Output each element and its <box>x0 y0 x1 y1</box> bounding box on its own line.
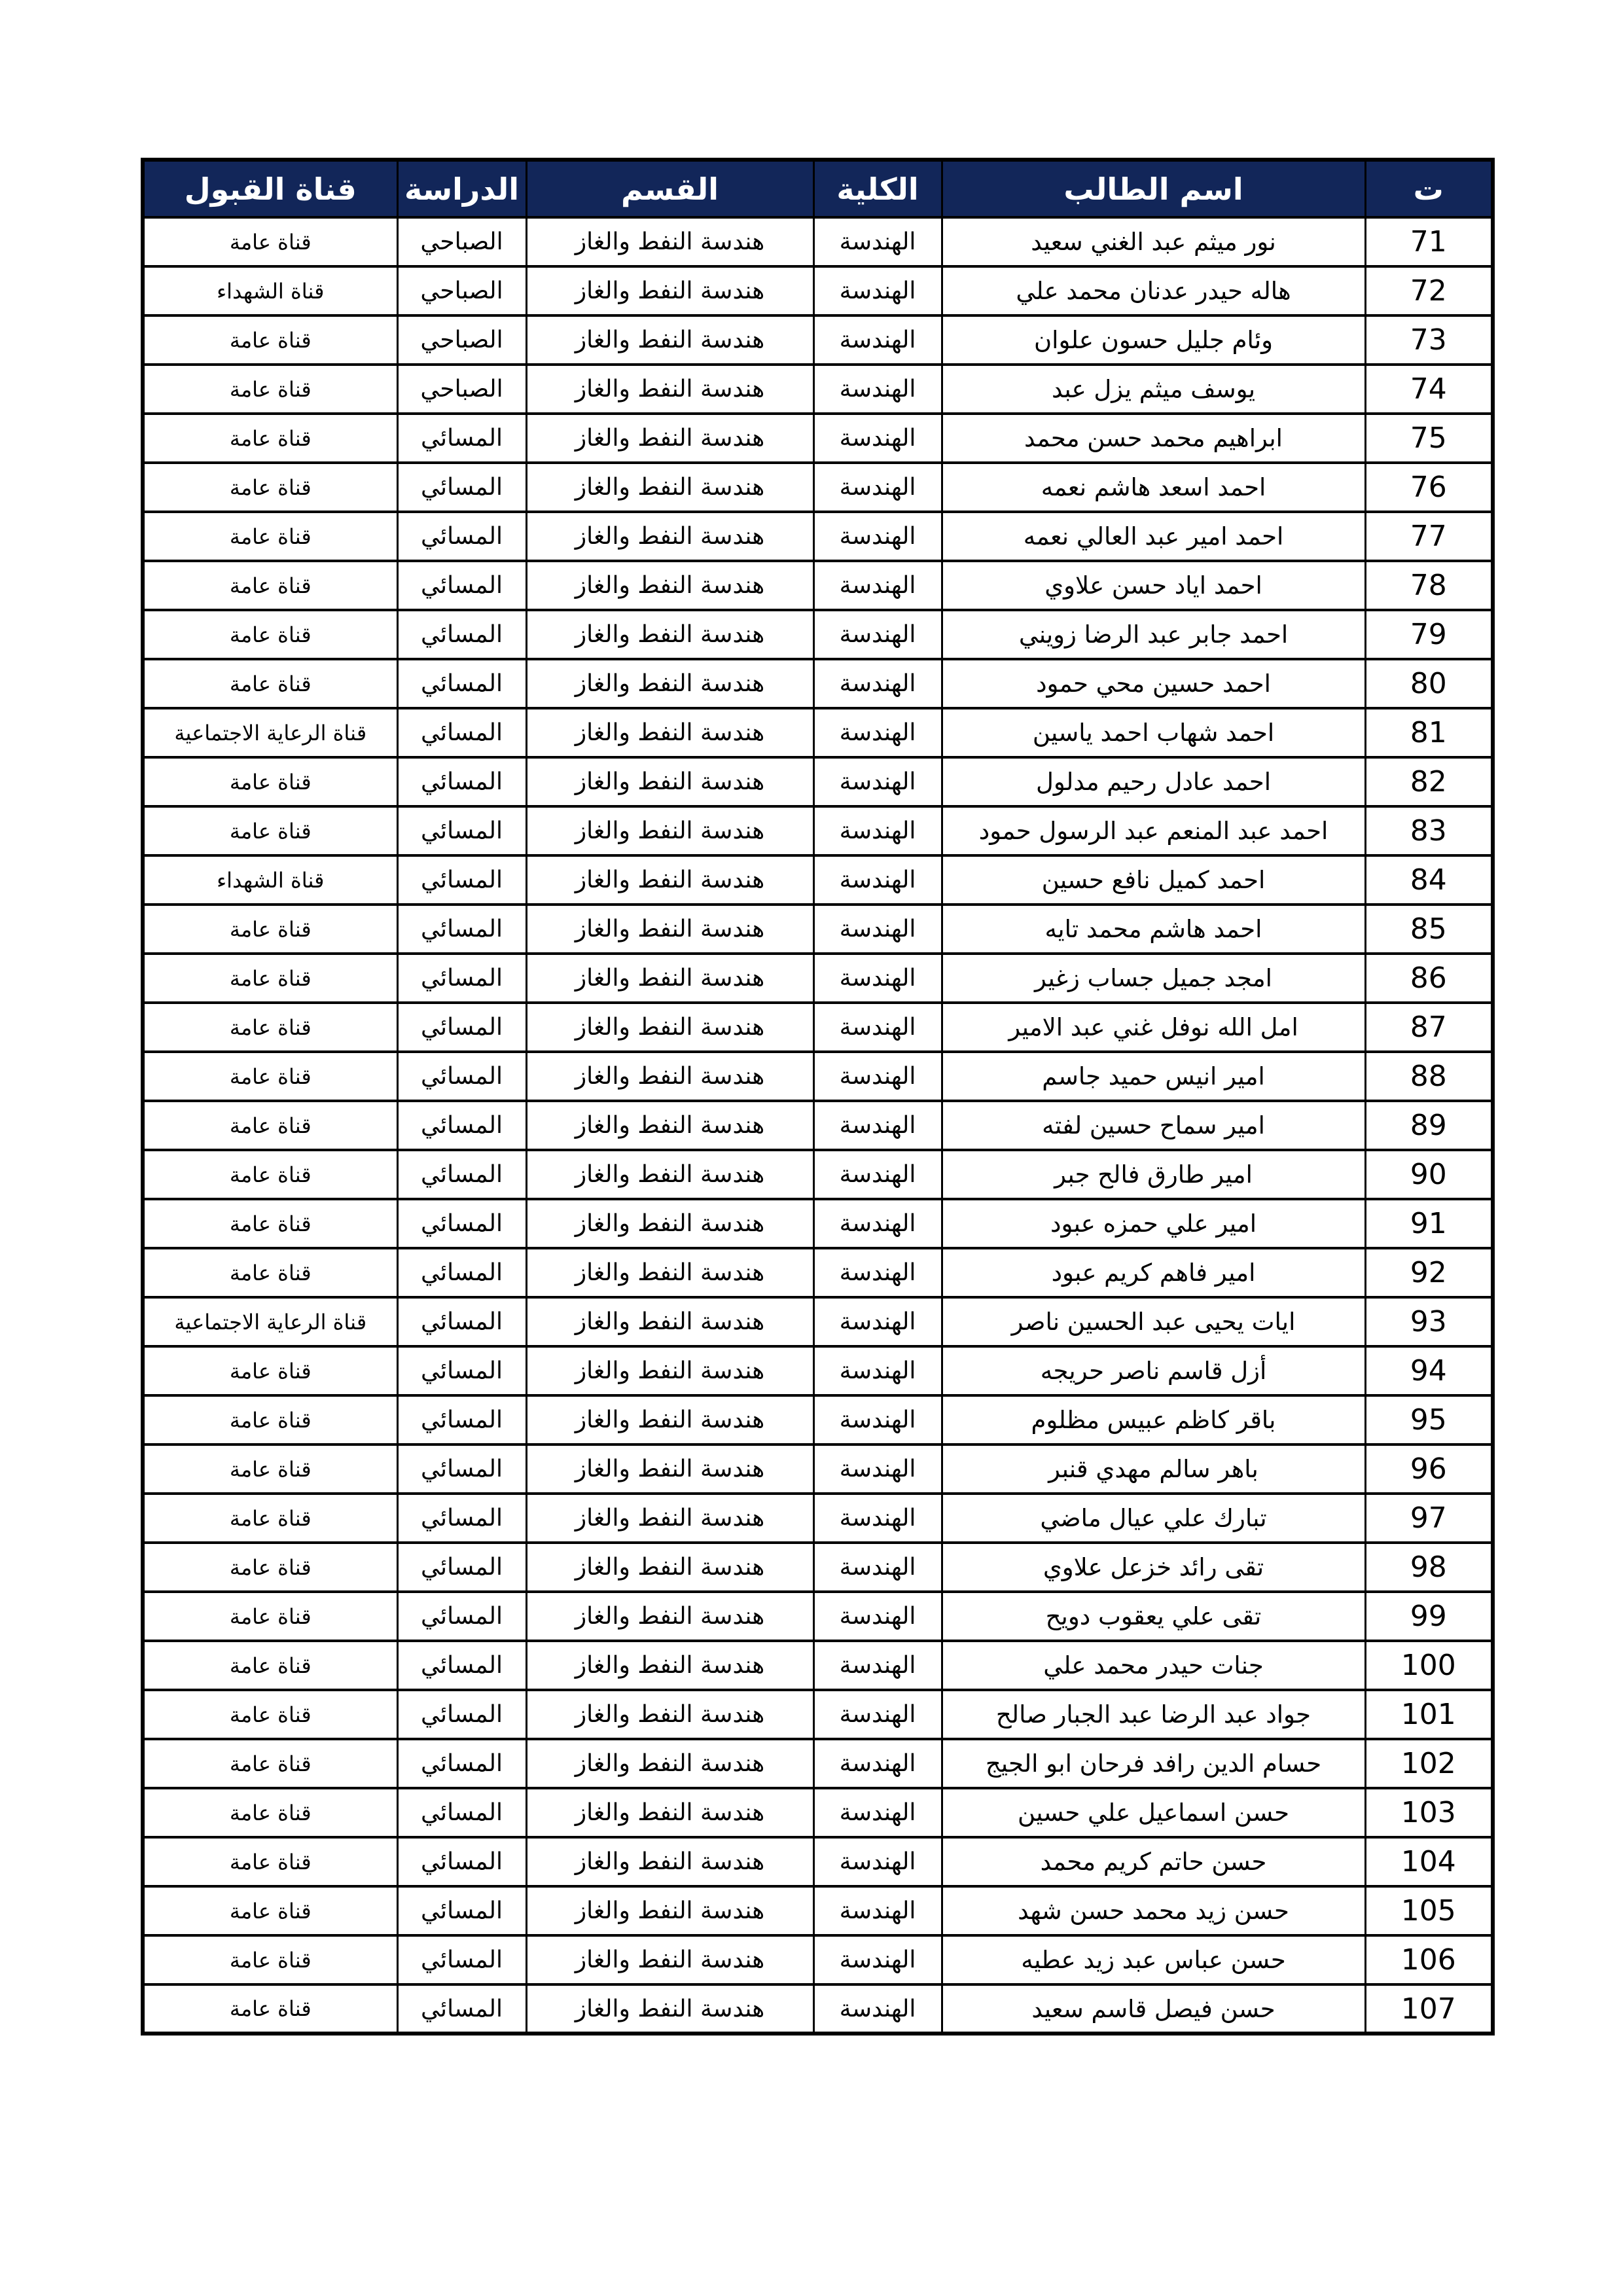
cell-student-name: حسن عباس عبد زيد عطيه <box>942 1935 1365 1984</box>
cell-college: الهندسة <box>813 561 942 610</box>
table-row <box>143 1935 1493 1984</box>
cell-admission-channel: قناة عامة <box>143 1003 397 1052</box>
cell-department: هندسة النفط والغاز <box>526 905 813 954</box>
cell-college: الهندسة <box>813 1739 942 1788</box>
table-row <box>143 757 1493 806</box>
cell-college: الهندسة <box>813 1837 942 1886</box>
cell-study-type: المسائي <box>397 1052 526 1101</box>
cell-student-name: احمد امير عبد العالي نعمه <box>942 512 1365 561</box>
cell-college: الهندسة <box>813 1199 942 1248</box>
table-row <box>143 1101 1493 1150</box>
cell-student-name: ايات يحيى عبد الحسين ناصر <box>942 1297 1365 1346</box>
cell-department: هندسة النفط والغاز <box>526 708 813 757</box>
cell-department: هندسة النفط والغاز <box>526 659 813 708</box>
cell-serial: 88 <box>1365 1052 1493 1101</box>
cell-department: هندسة النفط والغاز <box>526 1346 813 1395</box>
cell-serial: 73 <box>1365 315 1493 365</box>
cell-student-name: جنات حيدر محمد علي <box>942 1641 1365 1690</box>
cell-admission-channel: قناة عامة <box>143 905 397 954</box>
cell-department: هندسة النفط والغاز <box>526 806 813 855</box>
cell-serial: 98 <box>1365 1543 1493 1592</box>
table-row <box>143 1788 1493 1837</box>
cell-department: هندسة النفط والغاز <box>526 954 813 1003</box>
cell-student-name: جواد عبد الرضا عبد الجبار صالح <box>942 1690 1365 1739</box>
header-student-name: اسم الطالب <box>942 160 1365 217</box>
cell-study-type: المسائي <box>397 1543 526 1592</box>
cell-college: الهندسة <box>813 1052 942 1101</box>
cell-admission-channel: قناة عامة <box>143 1739 397 1788</box>
cell-admission-channel: قناة عامة <box>143 315 397 365</box>
table-row <box>143 1297 1493 1346</box>
cell-student-name: احمد كميل نافع حسين <box>942 855 1365 905</box>
cell-student-name: هاله حيدر عدنان محمد علي <box>942 266 1365 315</box>
cell-college: الهندسة <box>813 414 942 463</box>
cell-college: الهندسة <box>813 1248 942 1297</box>
cell-study-type: الصباحي <box>397 217 526 266</box>
cell-serial: 80 <box>1365 659 1493 708</box>
cell-admission-channel: قناة الرعاية الاجتماعية <box>143 708 397 757</box>
header-department: القسم <box>526 160 813 217</box>
cell-student-name: ابراهيم محمد حسن محمد <box>942 414 1365 463</box>
cell-admission-channel: قناة الشهداء <box>143 266 397 315</box>
cell-serial: 72 <box>1365 266 1493 315</box>
header-row <box>143 160 1493 217</box>
cell-department: هندسة النفط والغاز <box>526 1935 813 1984</box>
cell-college: الهندسة <box>813 315 942 365</box>
cell-student-name: امير سماح حسين لفته <box>942 1101 1365 1150</box>
cell-admission-channel: قناة عامة <box>143 1984 397 2034</box>
cell-serial: 95 <box>1365 1395 1493 1444</box>
cell-serial: 74 <box>1365 365 1493 414</box>
table-row <box>143 659 1493 708</box>
table-row <box>143 1984 1493 2034</box>
cell-serial: 76 <box>1365 463 1493 512</box>
cell-serial: 105 <box>1365 1886 1493 1935</box>
cell-department: هندسة النفط والغاز <box>526 1984 813 2034</box>
table-row <box>143 266 1493 315</box>
cell-serial: 86 <box>1365 954 1493 1003</box>
cell-department: هندسة النفط والغاز <box>526 1739 813 1788</box>
table-row <box>143 1641 1493 1690</box>
cell-department: هندسة النفط والغاز <box>526 1395 813 1444</box>
table-row <box>143 1346 1493 1395</box>
cell-college: الهندسة <box>813 954 942 1003</box>
cell-admission-channel: قناة عامة <box>143 1690 397 1739</box>
cell-serial: 96 <box>1365 1444 1493 1494</box>
cell-serial: 75 <box>1365 414 1493 463</box>
cell-study-type: المسائي <box>397 855 526 905</box>
table-row <box>143 1592 1493 1641</box>
cell-admission-channel: قناة عامة <box>143 1494 397 1543</box>
cell-study-type: المسائي <box>397 905 526 954</box>
cell-serial: 99 <box>1365 1592 1493 1641</box>
cell-college: الهندسة <box>813 1886 942 1935</box>
cell-college: الهندسة <box>813 1346 942 1395</box>
cell-college: الهندسة <box>813 217 942 266</box>
cell-department: هندسة النفط والغاز <box>526 1543 813 1592</box>
cell-student-name: نور ميثم عبد الغني سعيد <box>942 217 1365 266</box>
table-row <box>143 954 1493 1003</box>
cell-serial: 100 <box>1365 1641 1493 1690</box>
cell-department: هندسة النفط والغاز <box>526 512 813 561</box>
cell-student-name: احمد اياد حسن علاوي <box>942 561 1365 610</box>
cell-serial: 103 <box>1365 1788 1493 1837</box>
cell-serial: 94 <box>1365 1346 1493 1395</box>
cell-study-type: المسائي <box>397 414 526 463</box>
cell-study-type: المسائي <box>397 610 526 659</box>
cell-department: هندسة النفط والغاز <box>526 1199 813 1248</box>
cell-department: هندسة النفط والغاز <box>526 1592 813 1641</box>
cell-study-type: المسائي <box>397 1788 526 1837</box>
cell-student-name: تقى علي يعقوب دويح <box>942 1592 1365 1641</box>
cell-student-name: حسن حاتم كريم محمد <box>942 1837 1365 1886</box>
cell-student-name: احمد عادل رحيم مدلول <box>942 757 1365 806</box>
cell-department: هندسة النفط والغاز <box>526 1494 813 1543</box>
cell-study-type: المسائي <box>397 1935 526 1984</box>
cell-admission-channel: قناة عامة <box>143 1052 397 1101</box>
header-serial: ت <box>1365 160 1493 217</box>
cell-college: الهندسة <box>813 1690 942 1739</box>
table-row <box>143 1199 1493 1248</box>
cell-study-type: المسائي <box>397 1444 526 1494</box>
cell-student-name: احمد عبد المنعم عبد الرسول حمود <box>942 806 1365 855</box>
cell-study-type: الصباحي <box>397 365 526 414</box>
cell-study-type: المسائي <box>397 1739 526 1788</box>
cell-study-type: المسائي <box>397 1003 526 1052</box>
table-row <box>143 1444 1493 1494</box>
cell-department: هندسة النفط والغاز <box>526 1101 813 1150</box>
cell-college: الهندسة <box>813 1494 942 1543</box>
cell-study-type: المسائي <box>397 463 526 512</box>
cell-student-name: احمد جابر عبد الرضا زويني <box>942 610 1365 659</box>
cell-admission-channel: قناة عامة <box>143 1641 397 1690</box>
cell-student-name: حسن اسماعيل علي حسين <box>942 1788 1365 1837</box>
cell-serial: 92 <box>1365 1248 1493 1297</box>
header-admission-channel: قناة القبول <box>143 160 397 217</box>
cell-admission-channel: قناة عامة <box>143 1395 397 1444</box>
table-row <box>143 1248 1493 1297</box>
cell-study-type: المسائي <box>397 1592 526 1641</box>
cell-study-type: المسائي <box>397 1199 526 1248</box>
cell-college: الهندسة <box>813 1003 942 1052</box>
table-row <box>143 708 1493 757</box>
cell-department: هندسة النفط والغاز <box>526 1837 813 1886</box>
cell-college: الهندسة <box>813 1935 942 1984</box>
cell-admission-channel: قناة عامة <box>143 610 397 659</box>
cell-admission-channel: قناة عامة <box>143 659 397 708</box>
cell-serial: 82 <box>1365 757 1493 806</box>
cell-college: الهندسة <box>813 365 942 414</box>
cell-serial: 83 <box>1365 806 1493 855</box>
table-row <box>143 806 1493 855</box>
cell-admission-channel: قناة عامة <box>143 217 397 266</box>
cell-college: الهندسة <box>813 610 942 659</box>
cell-student-name: حسن فيصل قاسم سعيد <box>942 1984 1365 2034</box>
cell-department: هندسة النفط والغاز <box>526 365 813 414</box>
table-row <box>143 1886 1493 1935</box>
cell-admission-channel: قناة عامة <box>143 954 397 1003</box>
cell-study-type: المسائي <box>397 659 526 708</box>
cell-study-type: المسائي <box>397 1101 526 1150</box>
cell-admission-channel: قناة عامة <box>143 1935 397 1984</box>
cell-admission-channel: قناة عامة <box>143 414 397 463</box>
cell-serial: 90 <box>1365 1150 1493 1199</box>
cell-department: هندسة النفط والغاز <box>526 1248 813 1297</box>
cell-admission-channel: قناة الرعاية الاجتماعية <box>143 1297 397 1346</box>
cell-college: الهندسة <box>813 1543 942 1592</box>
cell-department: هندسة النفط والغاز <box>526 1690 813 1739</box>
cell-study-type: المسائي <box>397 1641 526 1690</box>
cell-student-name: امير فاهم كريم عبود <box>942 1248 1365 1297</box>
cell-department: هندسة النفط والغاز <box>526 315 813 365</box>
cell-serial: 93 <box>1365 1297 1493 1346</box>
cell-admission-channel: قناة عامة <box>143 512 397 561</box>
cell-department: هندسة النفط والغاز <box>526 463 813 512</box>
table-row <box>143 365 1493 414</box>
table-row <box>143 414 1493 463</box>
cell-admission-channel: قناة عامة <box>143 561 397 610</box>
table-row <box>143 1739 1493 1788</box>
cell-study-type: المسائي <box>397 1297 526 1346</box>
cell-serial: 71 <box>1365 217 1493 266</box>
cell-serial: 84 <box>1365 855 1493 905</box>
table-row <box>143 217 1493 266</box>
cell-college: الهندسة <box>813 1592 942 1641</box>
cell-admission-channel: قناة عامة <box>143 1444 397 1494</box>
cell-serial: 87 <box>1365 1003 1493 1052</box>
cell-college: الهندسة <box>813 1444 942 1494</box>
cell-study-type: المسائي <box>397 1494 526 1543</box>
cell-department: هندسة النفط والغاز <box>526 1444 813 1494</box>
cell-admission-channel: قناة الشهداء <box>143 855 397 905</box>
table-row <box>143 1543 1493 1592</box>
cell-serial: 107 <box>1365 1984 1493 2034</box>
cell-serial: 97 <box>1365 1494 1493 1543</box>
table-row <box>143 463 1493 512</box>
cell-admission-channel: قناة عامة <box>143 365 397 414</box>
table-row <box>143 315 1493 365</box>
cell-department: هندسة النفط والغاز <box>526 1641 813 1690</box>
cell-study-type: المسائي <box>397 708 526 757</box>
cell-serial: 81 <box>1365 708 1493 757</box>
cell-college: الهندسة <box>813 1150 942 1199</box>
cell-admission-channel: قناة عامة <box>143 1346 397 1395</box>
cell-study-type: الصباحي <box>397 315 526 365</box>
table-row <box>143 905 1493 954</box>
cell-admission-channel: قناة عامة <box>143 1101 397 1150</box>
cell-department: هندسة النفط والغاز <box>526 1003 813 1052</box>
cell-serial: 78 <box>1365 561 1493 610</box>
cell-college: الهندسة <box>813 1984 942 2034</box>
cell-study-type: المسائي <box>397 1984 526 2034</box>
cell-department: هندسة النفط والغاز <box>526 610 813 659</box>
cell-college: الهندسة <box>813 855 942 905</box>
cell-college: الهندسة <box>813 463 942 512</box>
cell-college: الهندسة <box>813 708 942 757</box>
cell-admission-channel: قناة عامة <box>143 1543 397 1592</box>
cell-study-type: المسائي <box>397 954 526 1003</box>
table-row <box>143 1837 1493 1886</box>
header-study-type: الدراسة <box>397 160 526 217</box>
cell-study-type: المسائي <box>397 561 526 610</box>
cell-study-type: المسائي <box>397 757 526 806</box>
cell-college: الهندسة <box>813 1641 942 1690</box>
cell-college: الهندسة <box>813 806 942 855</box>
cell-college: الهندسة <box>813 512 942 561</box>
cell-admission-channel: قناة عامة <box>143 1199 397 1248</box>
cell-department: هندسة النفط والغاز <box>526 1052 813 1101</box>
cell-student-name: باقر كاظم عبيس مظلوم <box>942 1395 1365 1444</box>
cell-serial: 106 <box>1365 1935 1493 1984</box>
table-row <box>143 1494 1493 1543</box>
cell-student-name: احمد شهاب احمد ياسين <box>942 708 1365 757</box>
cell-student-name: تبارك علي عيال ماضي <box>942 1494 1365 1543</box>
cell-student-name: امير علي حمزه عبود <box>942 1199 1365 1248</box>
cell-department: هندسة النفط والغاز <box>526 217 813 266</box>
admitted-students-table <box>141 158 1495 2036</box>
cell-student-name: امل الله نوفل غني عبد الامير <box>942 1003 1365 1052</box>
table-row <box>143 1150 1493 1199</box>
cell-admission-channel: قناة عامة <box>143 1248 397 1297</box>
cell-serial: 79 <box>1365 610 1493 659</box>
table-row <box>143 610 1493 659</box>
cell-study-type: المسائي <box>397 1395 526 1444</box>
cell-study-type: المسائي <box>397 1690 526 1739</box>
cell-study-type: المسائي <box>397 1150 526 1199</box>
cell-college: الهندسة <box>813 905 942 954</box>
table-row <box>143 1395 1493 1444</box>
cell-department: هندسة النفط والغاز <box>526 414 813 463</box>
cell-serial: 102 <box>1365 1739 1493 1788</box>
header-college: الكلية <box>813 160 942 217</box>
table-row <box>143 1003 1493 1052</box>
cell-student-name: احمد هاشم محمد تايه <box>942 905 1365 954</box>
cell-college: الهندسة <box>813 1101 942 1150</box>
cell-department: هندسة النفط والغاز <box>526 855 813 905</box>
cell-department: هندسة النفط والغاز <box>526 561 813 610</box>
cell-department: هندسة النفط والغاز <box>526 1886 813 1935</box>
cell-admission-channel: قناة عامة <box>143 757 397 806</box>
cell-student-name: حسام الدين رافد فرحان ابو الجيج <box>942 1739 1365 1788</box>
table-row <box>143 1052 1493 1101</box>
cell-student-name: تقى رائد خزعل علاوي <box>942 1543 1365 1592</box>
cell-student-name: باهر سالم مهدي قنبر <box>942 1444 1365 1494</box>
cell-serial: 85 <box>1365 905 1493 954</box>
cell-study-type: المسائي <box>397 1248 526 1297</box>
cell-department: هندسة النفط والغاز <box>526 1150 813 1199</box>
cell-serial: 91 <box>1365 1199 1493 1248</box>
table-row <box>143 561 1493 610</box>
cell-student-name: وئام جليل حسون علوان <box>942 315 1365 365</box>
cell-serial: 104 <box>1365 1837 1493 1886</box>
cell-college: الهندسة <box>813 266 942 315</box>
cell-serial: 101 <box>1365 1690 1493 1739</box>
cell-department: هندسة النفط والغاز <box>526 266 813 315</box>
cell-study-type: المسائي <box>397 1346 526 1395</box>
cell-college: الهندسة <box>813 757 942 806</box>
cell-department: هندسة النفط والغاز <box>526 1788 813 1837</box>
cell-student-name: امير طارق فالح جبر <box>942 1150 1365 1199</box>
table-row <box>143 1690 1493 1739</box>
cell-serial: 89 <box>1365 1101 1493 1150</box>
cell-admission-channel: قناة عامة <box>143 1886 397 1935</box>
table-row <box>143 512 1493 561</box>
cell-student-name: امجد جميل جساب زغير <box>942 954 1365 1003</box>
cell-admission-channel: قناة عامة <box>143 1592 397 1641</box>
table-body <box>143 217 1493 2034</box>
table-row <box>143 855 1493 905</box>
cell-admission-channel: قناة عامة <box>143 1837 397 1886</box>
cell-student-name: امير انيس حميد جاسم <box>942 1052 1365 1101</box>
cell-student-name: يوسف ميثم يزل عبد <box>942 365 1365 414</box>
cell-serial: 77 <box>1365 512 1493 561</box>
cell-college: الهندسة <box>813 1297 942 1346</box>
cell-college: الهندسة <box>813 1788 942 1837</box>
cell-study-type: المسائي <box>397 512 526 561</box>
cell-student-name: أزل قاسم ناصر حريجه <box>942 1346 1365 1395</box>
cell-study-type: المسائي <box>397 1837 526 1886</box>
cell-admission-channel: قناة عامة <box>143 463 397 512</box>
cell-department: هندسة النفط والغاز <box>526 1297 813 1346</box>
cell-admission-channel: قناة عامة <box>143 1788 397 1837</box>
cell-department: هندسة النفط والغاز <box>526 757 813 806</box>
table-header <box>143 160 1493 217</box>
cell-student-name: احمد حسين محي حمود <box>942 659 1365 708</box>
cell-student-name: احمد اسعد هاشم نعمه <box>942 463 1365 512</box>
cell-college: الهندسة <box>813 659 942 708</box>
cell-college: الهندسة <box>813 1395 942 1444</box>
cell-admission-channel: قناة عامة <box>143 1150 397 1199</box>
cell-student-name: حسن زيد محمد حسن شهد <box>942 1886 1365 1935</box>
cell-study-type: الصباحي <box>397 266 526 315</box>
cell-admission-channel: قناة عامة <box>143 806 397 855</box>
cell-study-type: المسائي <box>397 1886 526 1935</box>
cell-study-type: المسائي <box>397 806 526 855</box>
